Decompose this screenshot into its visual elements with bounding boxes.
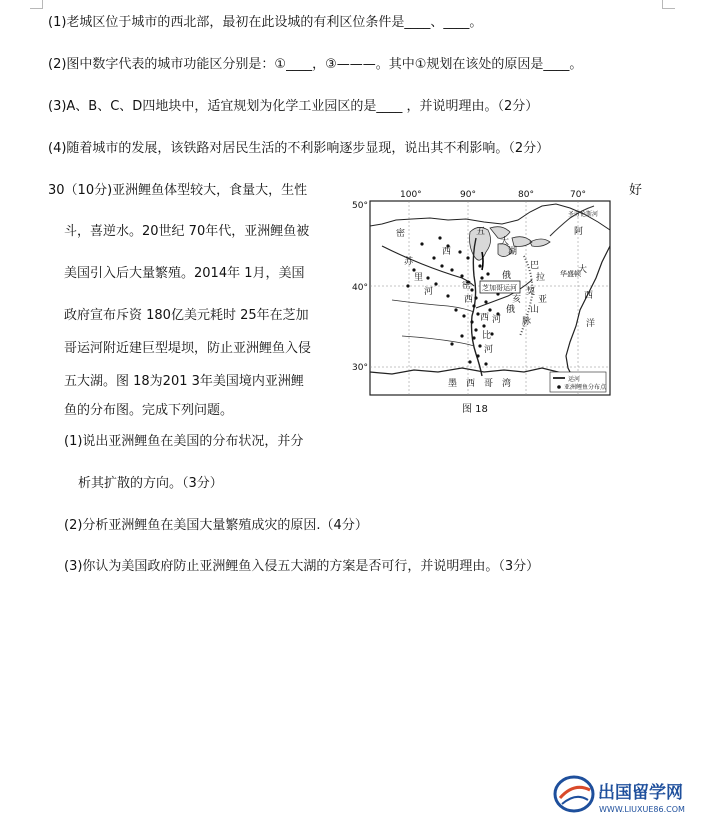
map-char: 脉 [522,317,532,327]
map-char: 河 [484,345,494,355]
map-char: 里 [414,273,424,283]
map-char: 亥 [512,295,522,305]
map-char: 比 [482,331,492,341]
question-30-sub-3: (3)你认为美国政府防止亚洲鲤鱼入侵五大湖的方案是否可行，并说明理由。（3分） [64,559,540,574]
lon-label: 100° [400,190,422,200]
question-2: (2)图中数字代表的城市功能区分别是：①____，③———。其中①规划在该处的原因是____。 [48,57,583,72]
question-30-sub-1-cont: 析其扩散的方向。（3分） [78,476,223,491]
legend-canal-label: 运河 [568,376,581,383]
question-30-stem-line: 鱼的分布图。完成下列问题。 [64,403,234,418]
watermark-logo-icon [555,777,593,811]
site-watermark [552,772,712,818]
map-char: 西 [584,291,594,301]
map-figure-18 [352,186,612,416]
lon-label: 70° [570,190,586,200]
question-30-stem-line: 美国引入后大量繁殖。2014年 1月，美国 [64,266,305,281]
map-char: 俄 [502,271,512,281]
chicago-canal-label: 芝加哥运河 [482,284,517,292]
map-char: 苏 [404,257,414,267]
lon-label: 80° [518,190,534,200]
map-char: 河 [424,287,434,297]
question-3: (3)A、B、C、D四地块中，适宜规划为化学工业园区的是____ ，并说明理由。（2分） [48,99,539,114]
map-char: 大 [578,265,588,275]
map-char: 巴 [530,261,540,271]
page-corner-mark [662,0,675,9]
washington-label: 华盛顿 [560,270,581,278]
map-char: 契 [526,287,536,297]
map-char: 密 [462,281,472,291]
question-30-sub-1: (1)说出亚洲鲤鱼在美国的分布状况，并分 [64,434,304,449]
map-char: 墨 [448,379,458,389]
question-30-sub-2: (2)分析亚洲鲤鱼在美国大量繁殖成灾的原因.（4分） [64,518,368,533]
legend-fish-label: 亚洲鲤鱼分布点 [564,384,607,391]
map-char: 洋 [586,319,596,329]
map-char: 湾 [502,379,512,389]
page-corner-mark [30,0,43,9]
map-char: 俄 [506,305,516,315]
question-30-stem-line: 政府宣布斥资 180亿美元耗时 25年在芝加 [64,308,309,323]
map-char: 阿 [574,227,584,237]
legend-fish-symbol [557,385,561,389]
question-30-stem-line: 斗，喜逆水。20世纪 70年代，亚洲鲤鱼被 [64,224,310,239]
lat-label: 50° [352,201,368,211]
map-char: 哥 [484,379,494,389]
map-char: 山 [530,305,540,315]
map-char: 西 [466,379,476,389]
map-char: 西 [464,295,474,305]
question-30-stem-line: 哥运河附近建巨型堤坝，防止亚洲鲤鱼入侵 [64,341,312,356]
question-30-stem-line: 五大湖。图 18为201 3年美国境内亚洲鲤 [64,374,304,389]
map-char: 西 [442,247,452,257]
watermark-url: WWW.LIUXUE86.COM [599,805,685,814]
question-1: (1)老城区位于城市的西北部，最初在此设城的有利区位条件是____、____。 [48,15,483,30]
lat-label: 30° [352,363,368,373]
st-lawrence-label: 圣劳伦斯河 [568,211,599,218]
question-30-stem-first: 30（10分)亚洲鲤鱼体型较大，食量大，生性 [48,183,308,198]
map-char: 亚 [538,295,548,305]
question-30-stem-first-end: 好 [629,183,643,198]
lat-label: 40° [352,283,368,293]
map-char: 西 [480,313,490,323]
map-char: 密 [396,229,406,239]
watermark-brand: 出国留学网 [598,783,683,803]
map-char: 拉 [536,273,546,283]
map-char: 五 [476,227,486,237]
map-char: 湖 [508,247,518,257]
lon-label: 90° [460,190,476,200]
figure-caption: 图 18 [462,404,488,415]
map-char: 大 [500,237,510,247]
map-char: 河 [492,315,502,325]
question-4: (4)随着城市的发展，该铁路对居民生活的不利影响逐步显现，说出其不利影响。（2分） [48,141,550,156]
